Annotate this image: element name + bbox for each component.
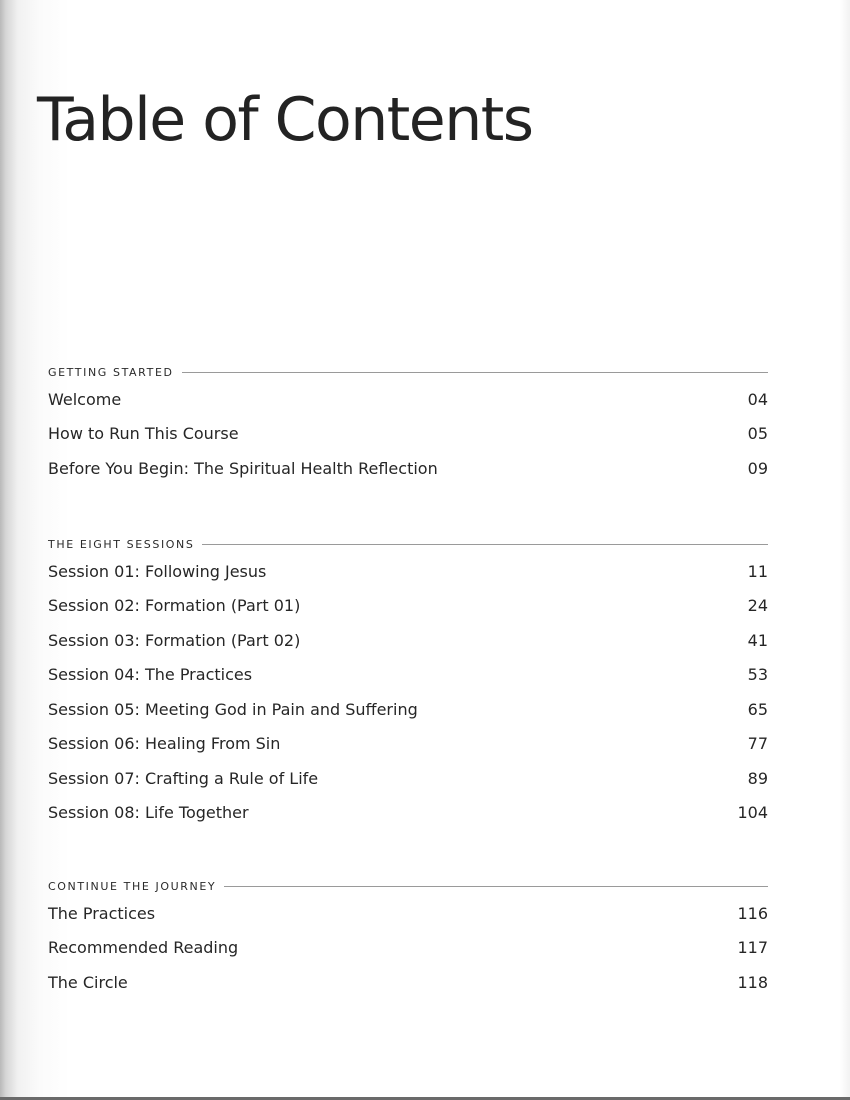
toc-entry-title: Session 07: Crafting a Rule of Life <box>48 768 319 788</box>
toc-entry-title: Session 05: Meeting God in Pain and Suffering <box>48 699 418 719</box>
toc-entry[interactable] <box>48 658 768 693</box>
toc-entry-title: Session 06: Healing From Sin <box>48 734 281 754</box>
toc-entry[interactable] <box>48 761 768 796</box>
toc-entry-page: 104 <box>737 803 768 823</box>
toc-entry-title: Recommended Reading <box>48 938 239 958</box>
section-label: THE EIGHT SESSIONS <box>48 537 195 551</box>
toc-entry[interactable] <box>48 417 768 452</box>
toc-entry[interactable] <box>48 589 768 624</box>
toc-entry-page: 09 <box>747 458 768 478</box>
toc-entry-title: Before You Begin: The Spiritual Health Reflection <box>48 458 438 478</box>
toc-section-continue-the-journey <box>48 876 768 1000</box>
toc-entry-title: The Practices <box>48 903 156 923</box>
toc-entry-page: 118 <box>737 972 768 992</box>
toc-entry-page: 53 <box>747 665 768 685</box>
page-title: Table of Contents <box>37 85 533 155</box>
toc-entry-title: Session 02: Formation (Part 01) <box>48 596 301 616</box>
toc-entry-title: Session 04: The Practices <box>48 665 253 685</box>
toc-entry-page: 04 <box>747 389 768 409</box>
toc-entry-page: 65 <box>747 699 768 719</box>
section-divider <box>202 544 768 545</box>
toc-entry-page: 116 <box>737 903 768 923</box>
toc-entry-title: The Circle <box>48 972 128 992</box>
section-header <box>48 534 768 554</box>
toc-entry-title: Welcome <box>48 389 122 409</box>
section-divider <box>182 372 768 373</box>
toc-entry[interactable] <box>48 692 768 727</box>
toc-entry[interactable] <box>48 965 768 1000</box>
toc-entry-page: 24 <box>747 596 768 616</box>
toc-section-getting-started <box>48 362 768 486</box>
toc-entry-page: 117 <box>737 938 768 958</box>
toc-entry[interactable] <box>48 554 768 589</box>
toc-section-eight-sessions <box>48 534 768 830</box>
toc-entry-page: 41 <box>747 630 768 650</box>
toc-entry[interactable] <box>48 727 768 762</box>
toc-entry[interactable] <box>48 796 768 831</box>
toc-entry[interactable] <box>48 931 768 966</box>
toc-entry-page: 05 <box>747 424 768 444</box>
toc-entry-page: 77 <box>747 734 768 754</box>
toc-entry-title: Session 08: Life Together <box>48 803 249 823</box>
section-header <box>48 362 768 382</box>
toc-entry[interactable] <box>48 382 768 417</box>
toc-entry-page: 11 <box>747 561 768 581</box>
toc-entry-title: Session 03: Formation (Part 02) <box>48 630 301 650</box>
page-right-edge <box>840 0 850 1100</box>
section-divider <box>224 886 768 887</box>
toc-entry[interactable] <box>48 896 768 931</box>
toc-entry[interactable] <box>48 451 768 486</box>
section-label: CONTINUE THE JOURNEY <box>48 879 217 893</box>
section-header <box>48 876 768 896</box>
toc-entry-title: Session 01: Following Jesus <box>48 561 267 581</box>
section-label: GETTING STARTED <box>48 365 174 379</box>
toc-entry[interactable] <box>48 623 768 658</box>
toc-entry-page: 89 <box>747 768 768 788</box>
toc-entry-title: How to Run This Course <box>48 424 239 444</box>
